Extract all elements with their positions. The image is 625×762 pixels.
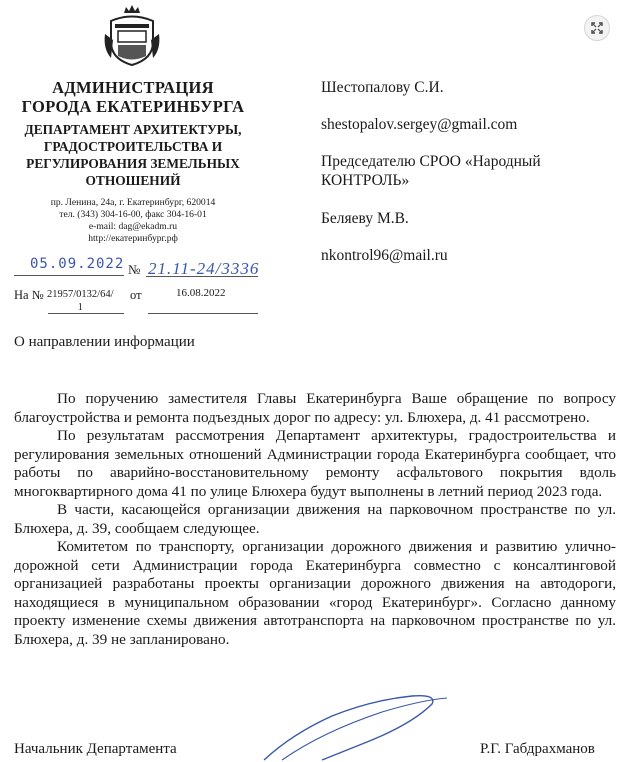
body-paragraph: По поручению заместителя Главы Екатеринбурга Ваше обращение по вопросу благоустройства и ремонта подъездных дорог по адресу: ул. Блюхера, д. 41 рассмотрено. [14,390,616,426]
signer-name: Р.Г. Габдрахманов [480,741,595,757]
address-line: тел. (343) 304-16-00, факс 304-16-01 [59,209,207,220]
address-line: e-mail: dag@ekadm.ru [88,221,178,232]
number-underline [146,276,258,277]
in-reply-date-underline [148,313,258,314]
department-line: ДЕПАРТАМЕНТ АРХИТЕКТУРЫ, [24,122,242,137]
in-reply-number [47,288,114,314]
in-reply-date: 16.08.2022 [176,287,226,299]
registration-date: 05.09.2022 [30,256,125,272]
recipient-name: Шестопалову С.И. [321,79,444,96]
signer-position: Начальник Департамента [14,741,177,757]
handwritten-signature [262,694,462,762]
letter-body [14,390,616,649]
org-title-line: ГОРОДА ЕКАТЕРИНБУРГА [21,97,245,116]
expand-button[interactable] [584,15,610,41]
subject-line: О направлении информации [14,334,195,350]
department-line: РЕГУЛИРОВАНИЯ ЗЕМЕЛЬНЫХ [26,156,240,171]
address-line: пр. Ленина, 24а, г. Екатеринбург, 620014 [50,197,216,208]
body-paragraph: Комитетом по транспорту, организации дорожного движения и развитию улично-дорожной сети Администрации города Екатеринбурга совместно с консалтинговой организацией разработаны проекты организации дорожного движения на автодороги, находящиеся в муниципальном образовании «город Екатеринбург». Согласно данному проекту изменение схемы движения автотранспорта на парковочном пространстве по ул. Блюхера, д. 39 не запланировано. [14,538,616,648]
recipient-email[interactable]: shestopalov.sergey@gmail.com [321,116,518,133]
registration-number: 21.11-24/3336 [148,259,260,278]
date-underline [14,275,124,276]
address-block [0,197,266,245]
org-title-line: АДМИНИСТРАЦИЯ [52,78,214,97]
city-emblem-icon [103,4,161,66]
department-title [0,121,266,189]
expand-icon [591,22,603,34]
body-paragraph: По результатам рассмотрения Департамент архитектуры, градостроительства и регулирования земельных отношений Администрации города Екатеринбурга сообщает, что работы по аварийно-восстановительному ремонту асфальтового покрытия вдоль многоквартирного дома 41 по улице Блюхера будут выполнены в летний период 2023 года. [14,427,616,500]
from-label: от [130,288,142,302]
org-title [0,78,266,116]
in-reply-number-line: 21957/0132/64/ [47,289,114,300]
body-paragraph: В части, касающейся организации движения на парковочном пространстве по ул. Блюхера, д. 39, сообщаем следующее. [14,501,616,537]
in-reply-number-line: 1 [77,302,83,313]
department-line: ГРАДОСТРОИТЕЛЬСТВА И [43,139,223,154]
in-reply-underline [48,313,124,314]
recipient-org: Председателю СРОО «Народный КОНТРОЛЬ» [321,153,541,189]
recipient-email[interactable]: nkontrol96@mail.ru [321,247,448,264]
recipient-name: Беляеву М.В. [321,210,409,227]
department-line: ОТНОШЕНИЙ [85,173,181,188]
address-line: http://екатеринбург.рф [88,233,178,244]
number-label: № [128,262,141,277]
in-reply-label: На № [14,288,44,302]
